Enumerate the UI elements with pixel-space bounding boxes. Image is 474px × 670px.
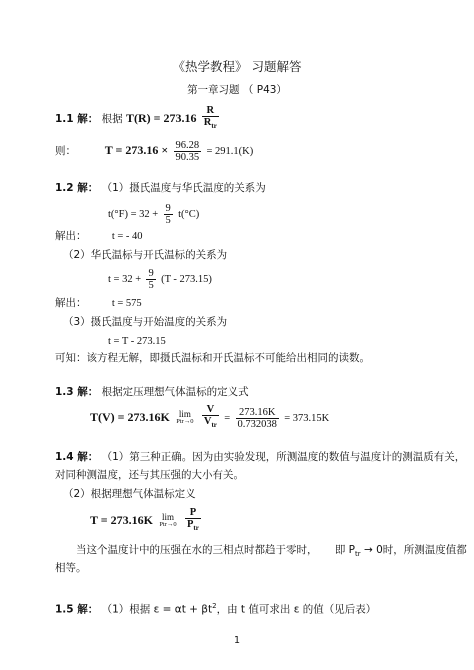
equation-1 [108,200,199,228]
fraction [174,140,202,163]
fraction-denominator: 5 [148,279,154,291]
problem-1-5-statement: 1.5 解： （1）根据 $\varepsilon = \alpha t + \beta t^2$，由 t 值可求出 ε 的值（见后表） [55,602,377,616]
formula-lhs: t(°F) = 32 + [108,209,159,220]
formula-lhs: T = 273.16 × [104,143,169,157]
solution-value: t = - 40 [111,231,143,242]
problem-1-4-line1 [55,450,465,464]
problem-1-1-result [55,136,253,164]
problem-1-3-statement [55,385,249,399]
fraction-numerator: 273.16K [236,407,279,419]
problem-label: 1.3 解： [55,386,99,398]
equation-3: t = T - 273.15 [108,336,166,347]
formula-rhs: (T - 273.15) [161,274,212,285]
problem-label: 1.2 解： [55,182,99,194]
problem-1-3-formula [90,403,329,431]
fraction [146,268,155,291]
formula-rhs: t(°C) [178,209,200,220]
fraction [202,404,219,431]
formula-lhs: T(V) = 273.16K [90,410,170,424]
problem-1-4-para2: 相等。 [55,562,87,574]
solution-label: 解出： [55,297,87,309]
problem-label: 1.1 解： [55,113,99,125]
limit-subscript: Ptr→0 [176,418,194,425]
formula-result: = 373.15K [284,413,330,424]
problem-1-4-para1: 当这个温度计中的压强在水的三相点时都趋于零时， 即 $P_{tr} \to 0$时，所测温度值都 [76,544,467,559]
limit: lim Ptr→0 [176,409,194,425]
equation-2 [108,265,212,293]
formula-result: = 291.1(K) [206,146,254,157]
problem-1-4-line3: （2）根据理想气体温标定义 [63,488,196,500]
fraction-denominator: $P_{tr}$ [187,519,199,533]
formula-lhs: t = 32 + [108,274,142,285]
fraction-denominator: 0.732038 [237,418,277,430]
solution-2 [55,296,142,311]
solution-1 [55,229,143,244]
problem-1-2-q1 [55,181,266,195]
page-number: 1 [233,635,241,646]
statement-text: 根据定压理想气体温标的定义式 [101,386,249,398]
problem-1-4-line2: 对同种测温度，还与其压强的大小有关。 [55,469,244,481]
fraction-numerator: 9 [148,267,154,279]
statement-text: 根据 [101,113,123,125]
then-label: 则： [55,145,76,157]
fraction [236,407,279,430]
limit: lim Ptr→0 [159,512,177,528]
conclusion: 可知：该方程无解，即摄氏温标和开氏温标不可能给出相同的读数。 [55,352,370,364]
problem-1-2-q3: （3）摄氏温度与开始温度的关系为 [63,316,228,328]
problem-1-1-statement [55,104,221,132]
fraction [164,203,173,226]
fraction-numerator: R [202,105,219,117]
solution-value: t = 575 [111,298,142,309]
fraction-denominator: 5 [165,214,171,226]
problem-label: 1.5 解： [55,603,99,616]
problem-1-2-q2: （2）华氏温标与开氏温标的关系为 [63,249,228,261]
fraction-denominator: 90.35 [175,151,200,163]
fraction-numerator: 96.28 [175,139,200,151]
fraction [185,507,201,534]
fraction-numerator: 9 [165,202,171,214]
document-title: 《热学教程》 习题解答 [172,59,302,74]
fraction-numerator: P [185,507,201,519]
solution-label: 解出： [55,230,87,242]
problem-1-4-formula [90,506,203,534]
formula-lhs: T = 273.16K [90,513,153,527]
fraction-denominator: $V_{tr}$ [203,416,217,430]
question-text: （1）摄氏温度与华氏温度的关系为 [101,182,266,194]
equals-sign: = [224,413,231,424]
chapter-heading: 第一章习题 （ P43） [187,84,287,96]
statement-text: （1）第三种正确。因为由实验发现，所测温度的数值与温度计的测温质有关， [101,451,466,463]
limit-subscript: Ptr→0 [159,521,177,528]
fraction-denominator: $R_{tr}$ [203,117,217,131]
fraction-numerator: V [202,404,219,416]
fraction [202,105,219,132]
problem-label: 1.4 解： [55,451,99,463]
formula-lhs: T(R) = 273.16 [125,111,197,125]
